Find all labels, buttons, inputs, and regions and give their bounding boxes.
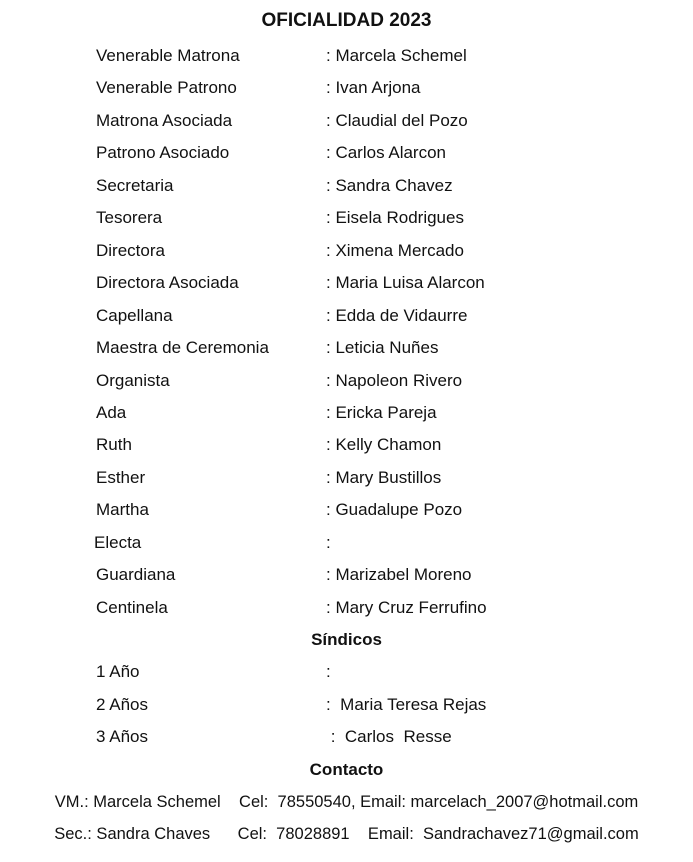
- sindico-term: 3 Años: [96, 727, 148, 746]
- officer-name: : Mary Bustillos: [326, 468, 442, 487]
- officer-row: [0, 369, 693, 393]
- sindico-name: : Carlos Resse: [326, 727, 452, 746]
- officer-row: [0, 141, 693, 165]
- officer-role: Centinela: [96, 598, 168, 617]
- officer-row: [0, 466, 693, 490]
- officer-role: Secretaria: [96, 176, 174, 195]
- officer-role: Matrona Asociada: [96, 111, 233, 130]
- officer-row: [0, 109, 693, 133]
- officer-row: [0, 531, 693, 555]
- officer-row: [0, 596, 693, 620]
- sindico-row: [0, 660, 693, 684]
- sindico-name: :: [326, 662, 331, 681]
- officer-row: [0, 304, 693, 328]
- officer-name: : Napoleon Rivero: [326, 371, 463, 390]
- officer-row: [0, 271, 693, 295]
- officer-role: Ruth: [96, 435, 132, 454]
- officer-name: : Eisela Rodrigues: [326, 208, 464, 227]
- officer-row: [0, 76, 693, 100]
- officer-role: Venerable Matrona: [96, 46, 240, 65]
- officer-name: : Mary Cruz Ferrufino: [326, 598, 487, 617]
- officer-name: : Carlos Alarcon: [326, 143, 446, 162]
- officer-name: : Maria Luisa Alarcon: [326, 273, 485, 292]
- officer-name: : Marizabel Moreno: [326, 565, 472, 584]
- officer-role: Maestra de Ceremonia: [96, 338, 269, 357]
- page-title: OFICIALIDAD 2023: [261, 10, 432, 31]
- officer-row: [0, 44, 693, 68]
- officer-row: [0, 563, 693, 587]
- officer-row: [0, 433, 693, 457]
- officer-name: : Leticia Nuñes: [326, 338, 439, 357]
- officer-role: Patrono Asociado: [96, 143, 230, 162]
- officer-role: Capellana: [96, 306, 173, 325]
- officer-name: : Kelly Chamon: [326, 435, 442, 454]
- officer-name: : Guadalupe Pozo: [326, 500, 463, 519]
- officer-row: [0, 206, 693, 230]
- officer-name: : Claudial del Pozo: [326, 111, 468, 130]
- sindico-term: 1 Año: [96, 662, 140, 681]
- officer-role: Martha: [96, 500, 149, 519]
- officer-row: [0, 239, 693, 263]
- officer-role: Electa: [94, 533, 142, 552]
- officer-row: [0, 498, 693, 522]
- officer-role: Directora: [96, 241, 165, 260]
- officer-role: Guardiana: [96, 565, 176, 584]
- officer-name: : Ivan Arjona: [326, 78, 421, 97]
- officer-role: Esther: [96, 468, 146, 487]
- sindico-row: [0, 725, 693, 749]
- sindico-term: 2 Años: [96, 695, 148, 714]
- officer-role: Directora Asociada: [96, 273, 239, 292]
- sindico-row: [0, 693, 693, 717]
- officer-name: : Ximena Mercado: [326, 241, 464, 260]
- officer-row: [0, 401, 693, 425]
- officer-role: Tesorera: [96, 208, 163, 227]
- officer-role: Venerable Patrono: [96, 78, 237, 97]
- contact-line: Sec.: Sandra Chaves Cel: 78028891 Email: Sandrachavez71@gmail.com: [54, 825, 639, 843]
- officer-name: :: [326, 533, 331, 552]
- officer-role: Ada: [96, 403, 127, 422]
- officer-name: : Edda de Vidaurre: [326, 306, 468, 325]
- sindico-name: : Maria Teresa Rejas: [326, 695, 487, 714]
- sindicos-heading: Síndicos: [311, 630, 382, 649]
- officer-name: : Marcela Schemel: [326, 46, 467, 65]
- contact-line: VM.: Marcela Schemel Cel: 78550540, Email: marcelach_2007@hotmail.com: [54, 793, 639, 811]
- officer-name: : Ericka Pareja: [326, 403, 437, 422]
- officer-row: [0, 174, 693, 198]
- officer-row: [0, 336, 693, 360]
- officer-name: : Sandra Chavez: [326, 176, 453, 195]
- contacto-heading: Contacto: [309, 760, 384, 779]
- officer-role: Organista: [96, 371, 170, 390]
